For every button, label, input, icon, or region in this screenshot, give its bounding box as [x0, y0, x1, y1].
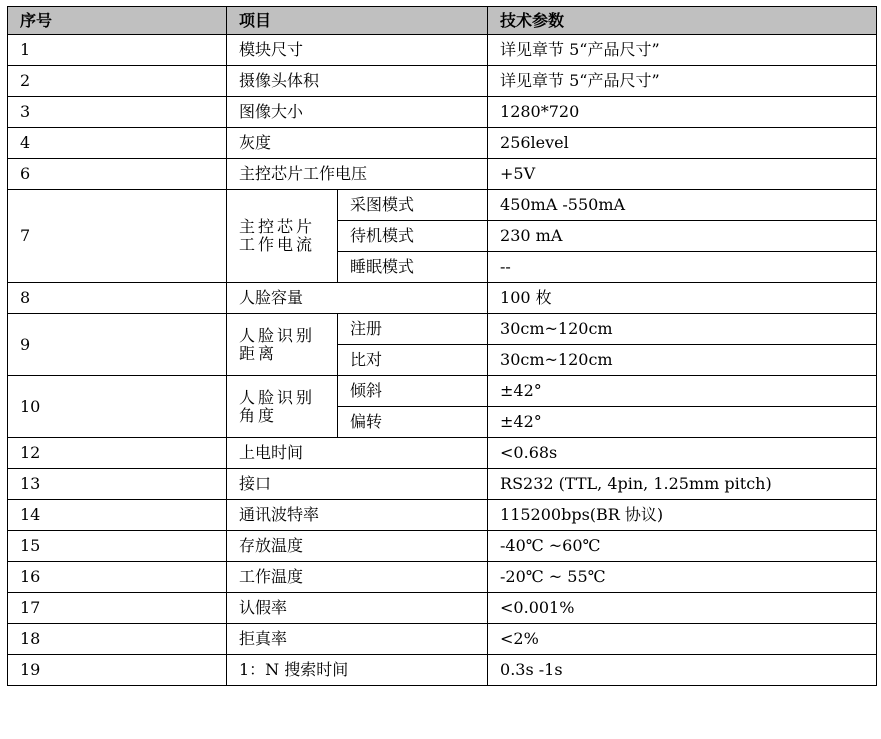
group-label-line2: 工作电流: [239, 235, 316, 254]
row-no: 14: [8, 500, 227, 531]
row-no: 10: [8, 376, 227, 438]
header-row: [8, 7, 877, 35]
row-item: 主控芯片工作电压: [227, 159, 488, 190]
row-item: 存放温度: [227, 531, 488, 562]
row-value: RS232 (TTL, 4pin, 1.25mm pitch): [488, 469, 877, 500]
row-no: 9: [8, 314, 227, 376]
row-item: 模块尺寸: [227, 35, 488, 66]
row-value: 详见章节 5“产品尺寸”: [488, 66, 877, 97]
row-no: 4: [8, 128, 227, 159]
row-item-group: [227, 314, 338, 376]
table-row: [8, 66, 877, 97]
sub-item-label: 比对: [338, 345, 488, 376]
row-item-group: [227, 190, 338, 283]
row-value: <2%: [488, 624, 877, 655]
row-value: 256level: [488, 128, 877, 159]
row-item: 接口: [227, 469, 488, 500]
sub-item-label: 注册: [338, 314, 488, 345]
table-row: [8, 500, 877, 531]
table-row: [8, 531, 877, 562]
table-row: [8, 438, 877, 469]
row-value: ±42°: [488, 376, 877, 407]
sub-item-label: 采图模式: [338, 190, 488, 221]
row-no: 1: [8, 35, 227, 66]
row-item: 人脸容量: [227, 283, 488, 314]
row-value: -40℃ ~60℃: [488, 531, 877, 562]
group-label-line2: 角度: [239, 405, 278, 425]
row-item: 灰度: [227, 128, 488, 159]
row-no: 18: [8, 624, 227, 655]
row-no: 16: [8, 562, 227, 593]
table-row: [8, 376, 877, 407]
row-no: 7: [8, 190, 227, 283]
sub-item-label: 待机模式: [338, 221, 488, 252]
row-item: 工作温度: [227, 562, 488, 593]
row-item: 摄像头体积: [227, 66, 488, 97]
row-value: ±42°: [488, 407, 877, 438]
row-no: 12: [8, 438, 227, 469]
row-no: 19: [8, 655, 227, 686]
row-value: --: [488, 252, 877, 283]
row-value: 1280*720: [488, 97, 877, 128]
row-value: +5V: [488, 159, 877, 190]
row-value: 115200bps(BR 协议): [488, 500, 877, 531]
row-value: 详见章节 5“产品尺寸”: [488, 35, 877, 66]
table-row: [8, 314, 877, 345]
row-value: 230 mA: [488, 221, 877, 252]
row-item: 认假率: [227, 593, 488, 624]
row-item: 拒真率: [227, 624, 488, 655]
sub-item-label: 倾斜: [338, 376, 488, 407]
table-row: [8, 624, 877, 655]
row-value: 0.3s -1s: [488, 655, 877, 686]
sub-item-label: 睡眠模式: [338, 252, 488, 283]
row-no: 13: [8, 469, 227, 500]
row-value: 30cm~120cm: [488, 314, 877, 345]
row-no: 8: [8, 283, 227, 314]
table-row: [8, 35, 877, 66]
row-value: 100 枚: [488, 283, 877, 314]
group-label-line1: 人脸识别: [239, 387, 316, 407]
row-value: -20℃ ~ 55℃: [488, 562, 877, 593]
table-row: [8, 562, 877, 593]
row-value: <0.68s: [488, 438, 877, 469]
row-value: <0.001%: [488, 593, 877, 624]
row-no: 17: [8, 593, 227, 624]
table-row: [8, 190, 877, 221]
header-item: 项目: [227, 7, 488, 35]
row-item: 1：N 搜索时间: [227, 655, 488, 686]
group-label-line1: 人脸识别: [239, 325, 316, 345]
table-row: [8, 469, 877, 500]
row-no: 2: [8, 66, 227, 97]
row-item: 图像大小: [227, 97, 488, 128]
row-no: 6: [8, 159, 227, 190]
row-item: 通讯波特率: [227, 500, 488, 531]
row-value: 450mA -550mA: [488, 190, 877, 221]
header-spec: 技术参数: [488, 7, 877, 35]
row-value: 30cm~120cm: [488, 345, 877, 376]
table-row: [8, 655, 877, 686]
row-item-group: [227, 376, 338, 438]
table-row: [8, 97, 877, 128]
row-no: 3: [8, 97, 227, 128]
row-no: 15: [8, 531, 227, 562]
header-no: 序号: [8, 7, 227, 35]
group-label-line2: 距离: [239, 343, 278, 363]
row-item: 上电时间: [227, 438, 488, 469]
table-row: [8, 128, 877, 159]
table-row: [8, 283, 877, 314]
table-row: [8, 593, 877, 624]
sub-item-label: 偏转: [338, 407, 488, 438]
spec-table: [7, 6, 877, 686]
table-row: [8, 159, 877, 190]
group-label-line1: 主控芯片: [239, 217, 316, 237]
